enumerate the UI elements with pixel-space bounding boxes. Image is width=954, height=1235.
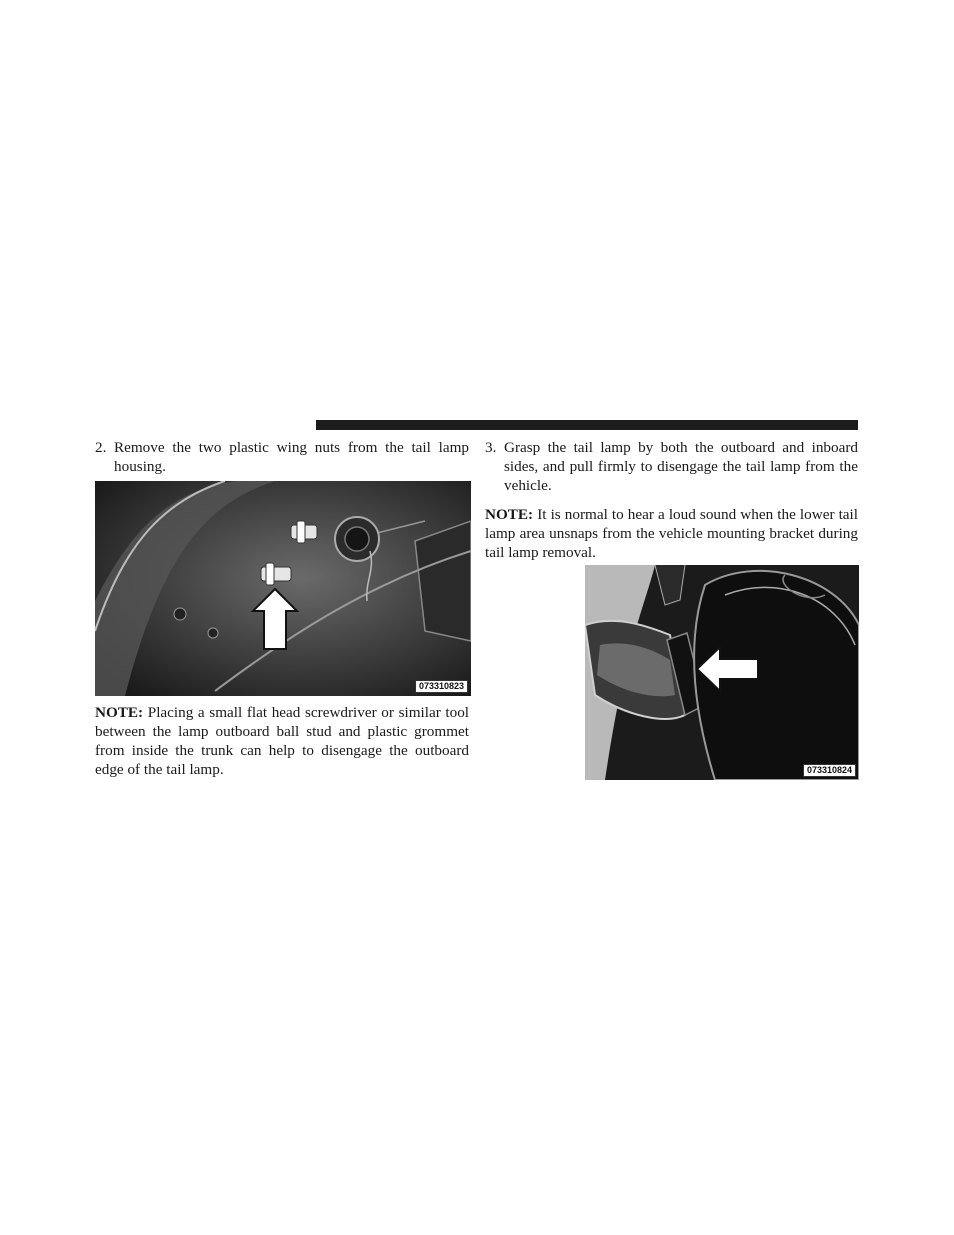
note-text: Placing a small flat head screwdriver or similar tool between the lamp outboard ball stud and plastic grommet from inside the trunk can help to disengage the outboard edge of the tail lamp. (95, 704, 470, 778)
header-rule (316, 420, 858, 430)
step-text: Grasp the tail lamp by both the outboard and inboard sides, and pull firmly to disengage the tail lamp from the vehicle. (504, 439, 858, 494)
step-3 (485, 438, 858, 495)
tail-lamp-removal-illustration (585, 565, 859, 780)
step-text: Remove the two plastic wing nuts from the tail lamp housing. (114, 439, 469, 475)
wing-nut-illustration (95, 481, 471, 696)
step-2 (95, 438, 469, 476)
figure-code: 073310824 (803, 764, 856, 777)
note-left (95, 703, 469, 779)
step-number: 3. (485, 439, 497, 456)
note-label: NOTE: (95, 704, 144, 721)
note-label: NOTE: (485, 506, 534, 523)
step-number: 2. (95, 439, 107, 456)
note-text: It is normal to hear a loud sound when the lower tail lamp area unsnaps from the vehicle mounting bracket during tail lamp removal. (485, 506, 858, 561)
note-right (485, 505, 858, 562)
figure-code: 073310823 (415, 680, 468, 693)
